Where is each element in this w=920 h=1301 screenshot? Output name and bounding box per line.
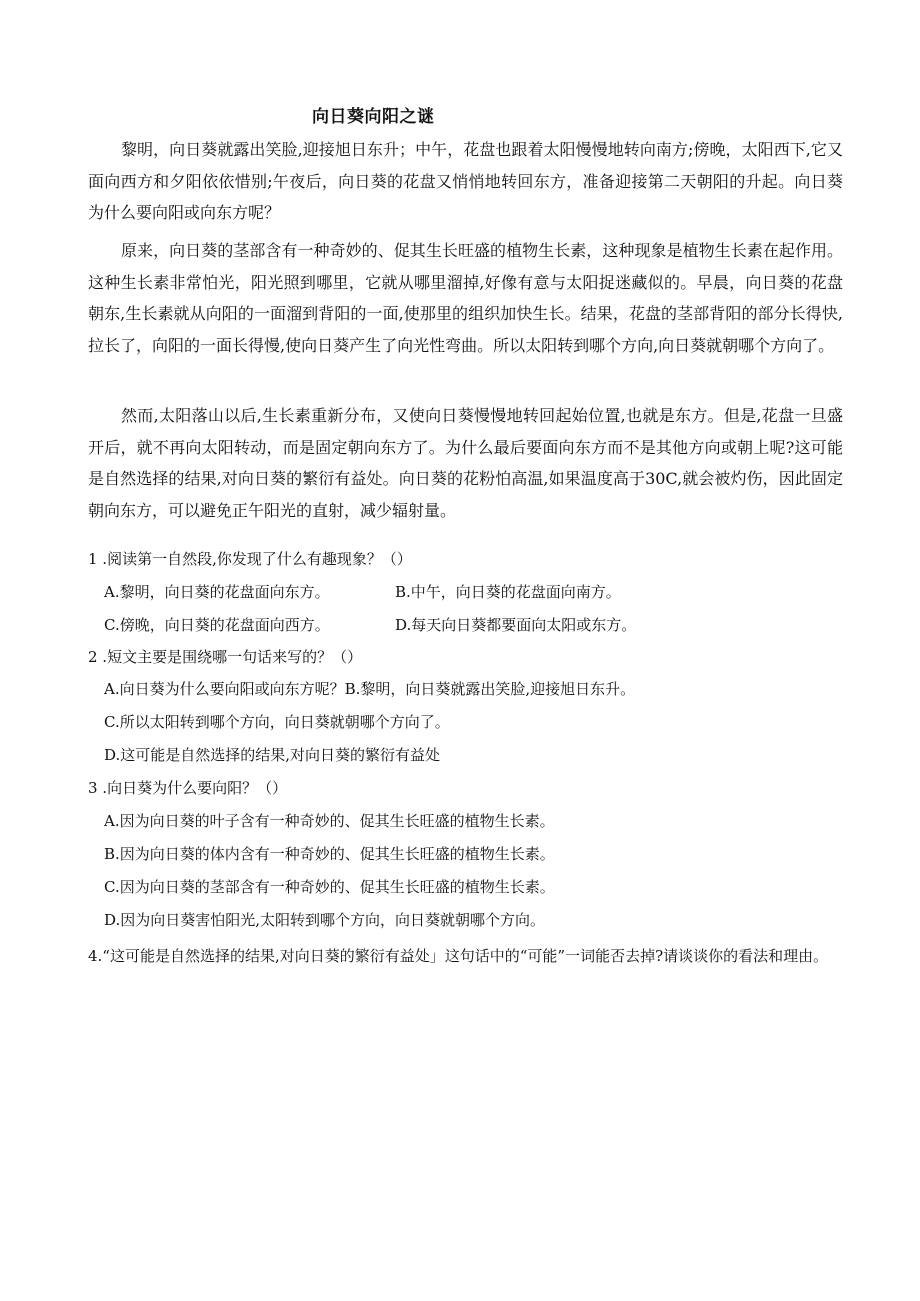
question-3-option-b: B.因为向日葵的体内含有一种奇妙的、促其生长旺盛的植物生长素。: [104, 845, 555, 863]
question-1-option-c: C.傍晚，向日葵的花盘面向西方。: [104, 616, 330, 634]
question-2-options-ab: A.向日葵为什么要向阳或向东方呢？B.黎明，向日葵就露出笑脸,迎接旭日东升。: [104, 680, 636, 698]
question-3-stem: 3 .向日葵为什么要向阳？（）: [88, 779, 288, 797]
question-1-option-a: A.黎明，向日葵的花盘面向东方。: [104, 583, 330, 601]
question-3-option-a: A.因为向日葵的叶子含有一种奇妙的、促其生长旺盛的植物生长素。: [104, 812, 555, 830]
paragraph-2: 原来，向日葵的茎部含有一种奇妙的、促其生长旺盛的植物生长素，这种现象是植物生长素在起作用。这种生长素非常怕光，阳光照到哪里，它就从哪里溜掉,好像有意与太阳捉迷藏似的。早晨，向日葵的花盘朝东,生长素就从向阳的一面溜到背阳的一面,使那里的组织加快生长。结果，花盘的茎部背阳的部分长得快,拉长了，向阳的一面长得慢,使向日葵产生了向光性弯曲。所以太阳转到哪个方向,向日葵就朝哪个方向了。: [88, 241, 843, 355]
paragraph-1: 黎明，向日葵就露出笑脸,迎接旭日东升；中午，花盘也跟着太阳慢慢地转向南方;傍晚，太阳西下,它又面向西方和夕阳依依惜别;午夜后，向日葵的花盘又悄悄地转回东方，准备迎接第二天朝阳的升起。向日葵为什么要向阳或向东方呢？: [88, 140, 843, 222]
question-3-option-d: D.因为向日葵害怕阳光,太阳转到哪个方向，向日葵就朝哪个方向。: [104, 911, 546, 929]
paragraph-3: 然而,太阳落山以后,生长素重新分布，又使向日葵慢慢地转回起始位置,也就是东方。但是,花盘一旦盛开后，就不再向太阳转动，而是固定朝向东方了。为什么最后要面向东方而不是其他方向或朝上呢?这可能是自然选择的结果,对向日葵的繁衍有益处。向日葵的花粉怕高温,如果温度高于30C,就会被灼伤，因此固定朝向东方，可以避免正午阳光的直射，减少辐射量。: [88, 406, 843, 520]
question-4-stem: 4.“这可能是自然选择的结果,对向日葵的繁衍有益处」这句话中的“可能”一词能否去掉?请谈谈你的看法和理由。: [88, 947, 829, 965]
question-1-stem: 1 .阅读第一自然段,你发现了什么有趣现象？（）: [88, 550, 412, 568]
page-title: 向日葵向阳之谜: [312, 107, 435, 127]
question-1-option-d: D.每天向日葵都要面向太阳或东方。: [395, 616, 637, 634]
question-3-option-c: C.因为向日葵的茎部含有一种奇妙的、促其生长旺盛的植物生长素。: [104, 878, 555, 896]
question-1-option-b: B.中午，向日葵的花盘面向南方。: [395, 583, 621, 601]
question-2-option-c: C.所以太阳转到哪个方向，向日葵就朝哪个方向了。: [104, 713, 450, 731]
question-2-stem: 2 .短文主要是围绕哪一句话来写的？（）: [88, 648, 363, 666]
question-2-option-d: D.这可能是自然选择的结果,对向日葵的繁衍有益处: [104, 746, 441, 764]
